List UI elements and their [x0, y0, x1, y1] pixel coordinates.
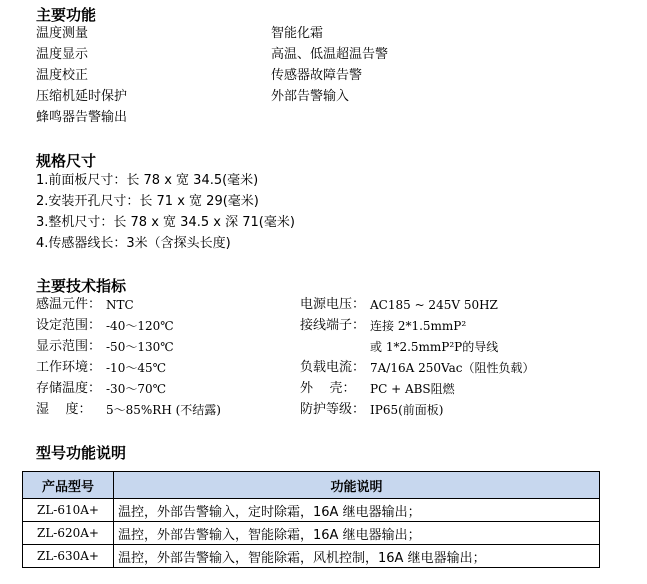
- model-table: [22, 471, 600, 568]
- spec-label: 负载电流：: [300, 360, 366, 375]
- model-desc: 温控，外部告警输入，智能除霜，16A 继电器输出；: [114, 522, 600, 545]
- spec-label: 接线端子：: [300, 318, 366, 333]
- model-code: ZL-610A+: [23, 499, 114, 522]
- specs-title: 主要技术指标: [36, 277, 127, 295]
- model-desc: 温控，外部告警输入，定时除霜，16A 继电器输出；: [114, 499, 600, 522]
- feature-item: 温度校正: [36, 68, 89, 83]
- dimension-line: 3.整机尺寸：长 78 x 宽 34.5 x 深 71(毫米): [36, 215, 295, 230]
- spec-label: 湿 度：: [36, 402, 92, 417]
- model-desc: 温控，外部告警输入，智能除霜，风机控制，16A 继电器输出；: [114, 545, 600, 568]
- spec-value: 或 1*2.5mmP²P的导线: [370, 340, 499, 354]
- feature-item: 蜂鸣器告警输出: [36, 110, 128, 125]
- spec-value: PC + ABS阻燃: [370, 382, 455, 396]
- model-code: ZL-630A+: [23, 545, 114, 568]
- spec-value: NTC: [106, 298, 134, 312]
- spec-value: -30～70℃: [106, 382, 167, 396]
- feature-item: 温度显示: [36, 47, 89, 62]
- spec-label: 显示范围：: [36, 339, 102, 354]
- spec-label: 工作环境：: [36, 360, 102, 375]
- spec-label: 设定范围：: [36, 318, 102, 333]
- spec-label: 电源电压：: [300, 297, 366, 312]
- table-header-row: [23, 472, 600, 499]
- feature-item: 高温、低温超温告警: [271, 47, 389, 62]
- dimensions-title: 规格尺寸: [36, 152, 97, 170]
- feature-item: 传感器故障告警: [271, 68, 363, 83]
- spec-value: 5～85%RH (不结露): [106, 403, 221, 417]
- spec-value: -40～120℃: [106, 319, 174, 333]
- spec-label: 防护等级：: [300, 402, 366, 417]
- spec-value: IP65(前面板): [370, 403, 444, 417]
- table-row: [23, 522, 600, 545]
- spec-label: 外 壳：: [300, 381, 356, 396]
- spec-value: AC185 ~ 245V 50HZ: [370, 298, 498, 312]
- feature-item: 温度测量: [36, 26, 89, 41]
- spec-value: -10～45℃: [106, 361, 167, 375]
- spec-value: 7A/16A 250Vac（阻性负载）: [370, 361, 535, 375]
- model-code: ZL-620A+: [23, 522, 114, 545]
- dimension-line: 1.前面板尺寸：长 78 x 宽 34.5(毫米): [36, 173, 259, 188]
- table-row: [23, 545, 600, 568]
- dimension-line: 4.传感器线长：3米（含探头长度): [36, 236, 231, 251]
- spec-label: 存储温度：: [36, 381, 102, 396]
- spec-value: 连接 2*1.5mmP²: [370, 319, 467, 333]
- models-title: 型号功能说明: [36, 444, 127, 462]
- feature-item: 压缩机延时保护: [36, 89, 128, 104]
- header-model: 产品型号: [23, 472, 114, 499]
- spec-value: -50～130℃: [106, 340, 174, 354]
- feature-item: 智能化霜: [271, 26, 324, 41]
- feature-item: 外部告警输入: [271, 89, 350, 104]
- features-title: 主要功能: [36, 6, 97, 24]
- dimension-line: 2.安装开孔尺寸：长 71 x 宽 29(毫米): [36, 194, 259, 209]
- spec-label: 感温元件：: [36, 297, 102, 312]
- table-row: [23, 499, 600, 522]
- header-function: 功能说明: [114, 472, 600, 499]
